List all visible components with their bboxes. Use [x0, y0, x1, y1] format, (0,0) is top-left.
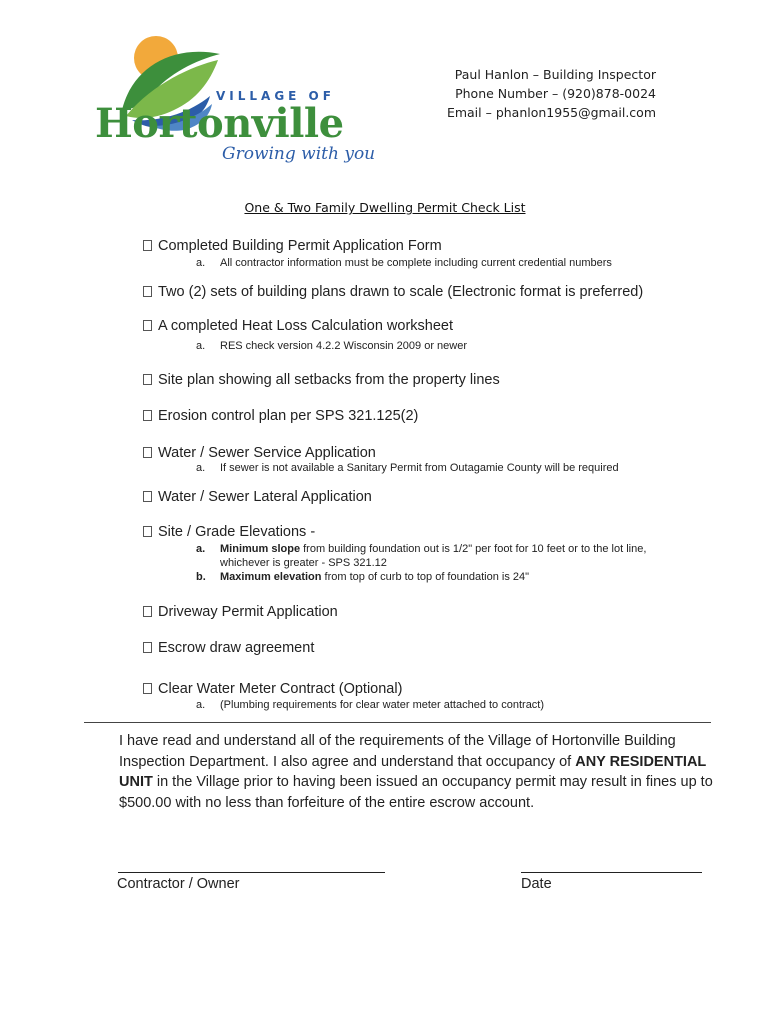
signature-line-contractor[interactable]	[118, 872, 385, 873]
checklist-subitem	[196, 543, 646, 555]
section-divider	[84, 722, 711, 723]
checkbox[interactable]	[143, 374, 152, 385]
checklist-item-label: A completed Heat Loss Calculation worksheet	[158, 318, 453, 334]
checklist-item	[143, 681, 402, 697]
subitem-text: from top of curb to top of foundation is 24"	[321, 571, 530, 583]
subitem-marker: a.	[196, 699, 206, 711]
checkbox[interactable]	[143, 606, 152, 617]
checklist-item	[143, 604, 338, 620]
subitem-bold: Minimum slope	[220, 543, 301, 555]
checkbox[interactable]	[143, 683, 152, 694]
agreement-emphasis: ANY RESIDENTIAL UNIT	[119, 753, 707, 790]
checklist-item	[143, 524, 315, 540]
checklist-item-label: Erosion control plan per SPS 321.125(2)	[158, 408, 419, 424]
checklist-item-label: Clear Water Meter Contract (Optional)	[158, 681, 403, 697]
subitem-bold: Maximum elevation	[220, 571, 322, 583]
checklist-subitem-continued: whichever is greater - SPS 321.12	[220, 557, 387, 569]
signature-label-date: Date	[521, 876, 552, 892]
subitem-text: (Plumbing requirements for clear water meter attached to contract)	[220, 699, 545, 711]
subitem-marker: b.	[196, 571, 206, 583]
checklist-item-label: Driveway Permit Application	[158, 604, 338, 620]
inspector-email: Email – phanlon1955@gmail.com	[446, 105, 656, 120]
checklist-item-label: Two (2) sets of building plans drawn to scale (Electronic format is preferred)	[158, 284, 644, 300]
agreement-text-end: in the Village prior to having been issued an occupancy permit may result in fines up to $500.00 with no less than forfeiture of the entire escrow account.	[119, 774, 713, 811]
checklist-item	[143, 408, 418, 424]
agreement-text: I have read and understand all of the requirements of the Village of Hortonville Building Inspection Department. I also agree and understand that occupancy of	[119, 733, 676, 770]
checkbox[interactable]	[143, 447, 152, 458]
checkbox[interactable]	[143, 240, 152, 251]
checklist-item-label: Site / Grade Elevations -	[158, 524, 316, 540]
subitem-text: from building foundation out is 1/2" per foot for 10 feet or to the lot line,	[300, 543, 647, 555]
checklist-subitem	[196, 257, 612, 269]
checkbox[interactable]	[143, 410, 152, 421]
checkbox[interactable]	[143, 286, 152, 297]
checklist-item	[143, 238, 442, 254]
subitem-text: RES check version 4.2.2 Wisconsin 2009 or newer	[220, 340, 468, 352]
logo-tagline: Growing with you	[222, 144, 376, 164]
checklist-item-label: Site plan showing all setbacks from the property lines	[158, 372, 500, 388]
checklist-item	[143, 284, 643, 300]
checklist-item	[143, 489, 372, 505]
checklist-subitem	[196, 340, 467, 352]
checklist-item-label: Water / Sewer Service Application	[158, 445, 376, 461]
checkbox[interactable]	[143, 642, 152, 653]
checkbox[interactable]	[143, 526, 152, 537]
subitem-marker: a.	[196, 462, 206, 474]
checklist-subitem	[196, 571, 529, 583]
checklist-item-label: Completed Building Permit Application Form	[158, 238, 442, 254]
checklist-item	[143, 640, 314, 656]
checklist-item	[143, 372, 500, 388]
signature-line-date[interactable]	[521, 872, 702, 873]
logo-village-of: VILLAGE OF	[216, 89, 335, 103]
subitem-marker: a.	[196, 340, 206, 352]
subitem-marker: a.	[196, 257, 206, 269]
inspector-phone: Phone Number – (920)878-0024	[455, 86, 656, 101]
checkbox[interactable]	[143, 491, 152, 502]
checklist-item	[143, 445, 376, 461]
checklist-subitem	[196, 699, 544, 711]
subitem-text: If sewer is not available a Sanitary Permit from Outagamie County will be required	[220, 462, 619, 474]
page-title: One & Two Family Dwelling Permit Check List	[244, 200, 526, 215]
subitem-text: All contractor information must be complete including current credential numbers	[220, 257, 612, 269]
inspector-name: Paul Hanlon – Building Inspector	[454, 67, 656, 82]
checklist-subitem	[196, 462, 619, 474]
subitem-marker: a.	[196, 543, 206, 555]
checklist-item-label: Escrow draw agreement	[158, 640, 315, 656]
checklist-item	[143, 318, 453, 334]
agreement-statement	[119, 731, 719, 813]
logo-wordmark: Hortonville	[95, 100, 344, 147]
checklist-item-label: Water / Sewer Lateral Application	[158, 489, 372, 505]
checkbox[interactable]	[143, 320, 152, 331]
signature-label-contractor: Contractor / Owner	[117, 876, 240, 892]
